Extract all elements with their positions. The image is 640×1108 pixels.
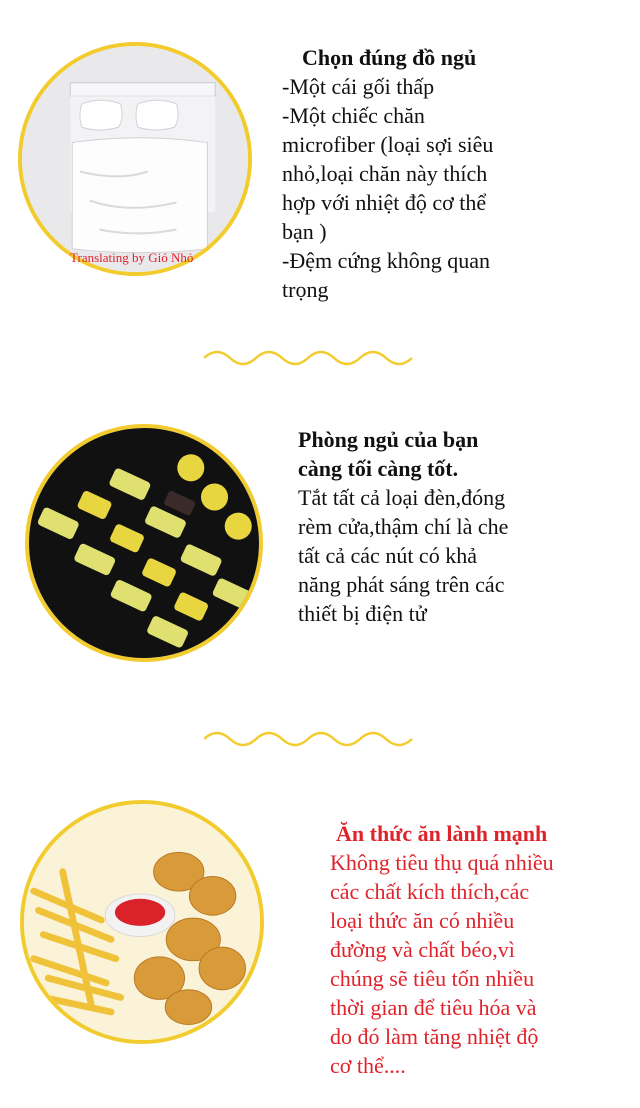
- section-body-sleepwear: -Một cái gối thấp -Một chiếc chăn microfiber (loại sợi siêu nhỏ,loại chăn này thích hợp với nhiệt độ cơ thể bạn ) -Đệm cứng không quan trọng: [282, 74, 494, 302]
- bed-icon: [22, 46, 248, 272]
- section-title-sleepwear: Chọn đúng đồ ngủ: [302, 45, 477, 70]
- section-title-dark-room: Phòng ngủ của bạn càng tối càng tốt.: [298, 427, 479, 481]
- section-body-healthy-food: Không tiêu thụ quá nhiều các chất kích thích,các loại thức ăn có nhiều đường và chất béo,vì chúng sẽ tiêu tốn nhiều thời gian để tiêu hóa và do đó làm tăng nhiệt độ cơ thể....: [330, 850, 554, 1078]
- wave-divider: [204, 727, 414, 751]
- food-image: [20, 800, 264, 1044]
- wave-divider: [204, 346, 414, 370]
- fast-food-icon: [24, 804, 260, 1040]
- watermark-text: Translating by Gió Nhỏ: [70, 250, 194, 265]
- remote-control-icon: [29, 428, 259, 658]
- remote-image: [25, 424, 263, 662]
- section-body-dark-room: Tắt tất cả loại đèn,đóng rèm cửa,thậm chí là che tất cả các nút có khả năng phát sáng trên các thiết bị điện tử: [298, 485, 509, 626]
- section-title-healthy-food: Ăn thức ăn lành mạnh: [336, 821, 548, 846]
- bed-image: [18, 42, 252, 276]
